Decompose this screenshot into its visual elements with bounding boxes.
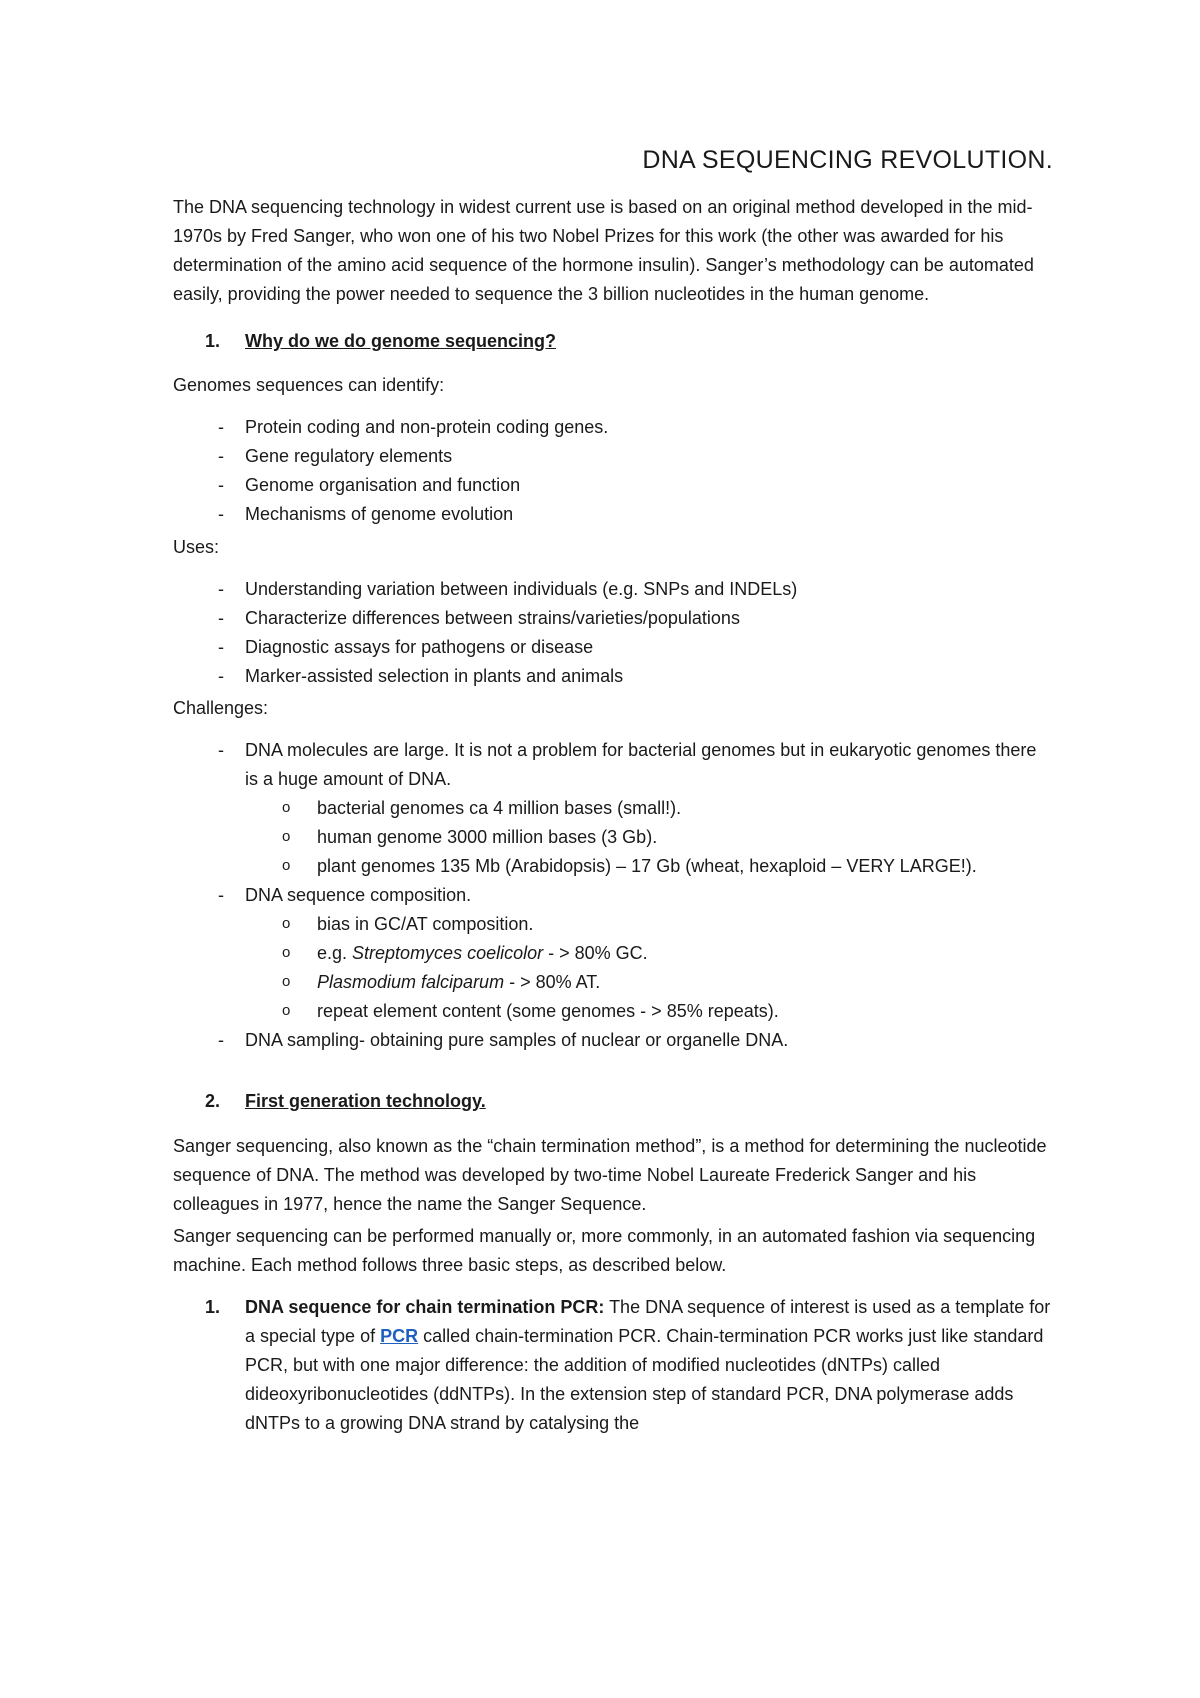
pcr-link[interactable]: PCR	[380, 1326, 419, 1346]
sub-list-item: o bacterial genomes ca 4 million bases (small!).	[173, 794, 1053, 823]
comp-sub-2-suffix: - > 80% GC.	[543, 943, 648, 963]
step-title: DNA sequence for chain termination PCR:	[245, 1297, 605, 1317]
sub-list-item	[173, 939, 1053, 968]
list-item: - Protein coding and non-protein coding genes.	[173, 413, 1053, 442]
list-item: - Gene regulatory elements	[173, 442, 1053, 471]
list-item: - Genome organisation and function	[173, 471, 1053, 500]
intro-text: The DNA sequencing technology in widest current use is based on an original method developed in the mid-1970s by Fred Sanger, who won one of his two Nobel Prizes for this work (the other was awarded for his determination of the amino acid sequence of the hormone insulin). Sanger’s methodology can be automated easily, providing the power needed to sequence the 3 billion nucleotides in the human genome.	[173, 197, 1034, 304]
comp-sub-2-species: Streptomyces coelicolor	[352, 943, 544, 963]
uses-label: Uses:	[173, 537, 220, 557]
section-1-number: 1.	[205, 331, 221, 351]
section-2-heading	[173, 1087, 1053, 1116]
challenges-list	[173, 736, 1053, 1055]
step-text-b: called chain-termination PCR. Chain-termination PCR works just like standard PCR, but with one major difference: the addition of modified nucleotides (dNTPs) called dideoxyribonucleotides (ddNTPs). In the extension step of standard PCR, DNA polymerase adds dNTPs to a growing DNA strand by catalysing the	[245, 1326, 1044, 1433]
comp-sub-2-prefix: e.g.	[317, 943, 353, 963]
intro-paragraph	[173, 193, 1053, 309]
section-2-number: 2.	[205, 1091, 221, 1111]
paragraph-text: Sanger sequencing, also known as the “chain termination method”, is a method for determining the nucleotide sequence of DNA. The method was developed by two-time Nobel Laureate Frederick Sanger and his colleagues in 1977, hence the name the Sanger Sequence.	[173, 1136, 1047, 1214]
uses-list-block	[173, 575, 1053, 691]
section-1-title: Why do we do genome sequencing?	[245, 331, 557, 351]
sanger-paragraph-1	[173, 1132, 1053, 1219]
steps-block	[173, 1293, 1053, 1438]
sub-list-item	[173, 968, 1053, 997]
steps-list	[173, 1293, 1053, 1438]
step-number: 1.	[205, 1297, 221, 1317]
list-item: - Diagnostic assays for pathogens or disease	[173, 633, 1053, 662]
challenge-item-large	[173, 736, 1053, 881]
step-text-a: The DNA sequence of interest is used as a template for a special type of	[245, 1297, 1051, 1346]
identify-list	[173, 413, 1053, 529]
sub-list-item: o plant genomes 135 Mb (Arabidopsis) – 17 Gb (wheat, hexaploid – VERY LARGE!).	[173, 852, 1053, 881]
identify-list-block	[173, 413, 1053, 529]
list-item: - Understanding variation between individuals (e.g. SNPs and INDELs)	[173, 575, 1053, 604]
challenge-item-sampling: - DNA sampling- obtaining pure samples of nuclear or organelle DNA.	[173, 1026, 1053, 1055]
challenge-large-text: DNA molecules are large. It is not a problem for bacterial genomes but in eukaryotic genomes there is a huge amount of DNA.	[245, 740, 1037, 789]
challenges-label: Challenges:	[173, 698, 269, 718]
challenges-list-block	[173, 736, 1053, 1055]
sub-list-item: o repeat element content (some genomes - > 85% repeats).	[173, 997, 1053, 1026]
list-item: - Mechanisms of genome evolution	[173, 500, 1053, 529]
list-item: - Marker-assisted selection in plants and animals	[173, 662, 1053, 691]
sub-list-item: o bias in GC/AT composition.	[173, 910, 1053, 939]
challenge-comp-text: DNA sequence composition.	[245, 885, 472, 905]
challenge-item-composition	[173, 881, 1053, 1026]
list-item: - Characterize differences between strains/varieties/populations	[173, 604, 1053, 633]
sanger-paragraph-2	[173, 1222, 1053, 1280]
identify-label: Genomes sequences can identify:	[173, 375, 445, 395]
sub-list-item: o human genome 3000 million bases (3 Gb).	[173, 823, 1053, 852]
challenge-large-sublist	[173, 794, 1053, 881]
step-item	[173, 1293, 1053, 1438]
uses-list	[173, 575, 1053, 691]
paragraph-text: Sanger sequencing can be performed manually or, more commonly, in an automated fashion via sequencing machine. Each method follows three basic steps, as described below.	[173, 1226, 1036, 1275]
section-1-heading	[173, 327, 1053, 356]
composition-sublist	[173, 910, 1053, 1026]
comp-sub-3-species: Plasmodium falciparum	[317, 972, 505, 992]
identify-block	[173, 371, 1053, 400]
challenges-block	[173, 694, 1053, 723]
section-2-title: First generation technology.	[245, 1091, 486, 1111]
comp-sub-3-suffix: - > 80% AT.	[504, 972, 601, 992]
document-title: DNA SEQUENCING REVOLUTION.	[642, 146, 1053, 174]
uses-block	[173, 533, 1053, 562]
